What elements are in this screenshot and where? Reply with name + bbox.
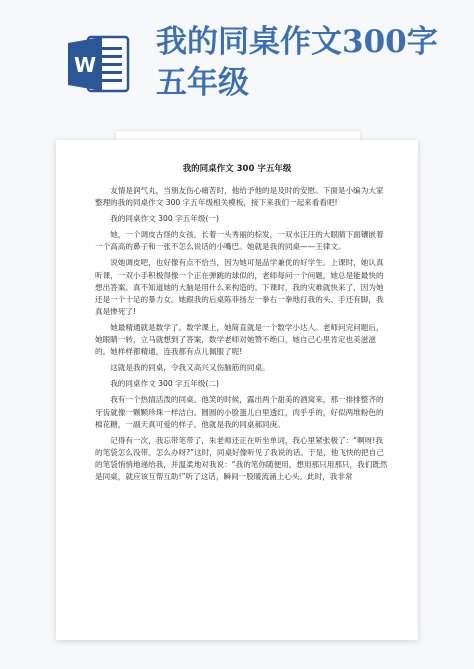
document-body [95, 185, 389, 483]
paragraph: 我有一个热情活泼的同桌。他笑的时候，露出两个甜美的酒窝来，那一排排整齐的牙齿就像一颗颗珍珠一样洁白。圆圆的小脸蛋儿白里透红，肉乎乎的，好似两堆粉色的棉花糖，一副天真可爱的样子。他就是我的同桌郝同庚。 [95, 395, 384, 429]
paragraph: 这就是我的同桌，令我又高兴又伤脑筋的同桌。 [110, 363, 270, 373]
word-document-icon [66, 33, 130, 95]
paragraph: 她最精通就是数学了。数学课上，她简直就是一个数学小达人。老师问完问题后，她眼睛一转，立马就想到了答案，数学老师对她赞不绝口，她自己心里肯定也美滋滋的。她样样都精通，连我都有点儿佩服了呢! [95, 322, 384, 357]
document-title: 我的同桌作文 300 字五年级 [182, 164, 292, 174]
section-heading: 我的同桌作文 300 字五年级(二) [110, 379, 219, 389]
paragraph: 说她调皮吧，也好像有点不恰当，因为她可是品学兼优的好学生。上课时，她认真听课，一双小手积极得像一个正在弹跳的球似的，老师每问一个问题，她总是能最快的想出答案。真不知道她的大脑是用什么来构造的。下课时，我的灾难就快来了，因为她还是一个十足的暴力女。她跟我的后桌陈菲扬左一拳右一拳地打我的头、手还有脚，我真是惨死了! [95, 258, 384, 316]
paragraph: 记得有一次，我忘带笔带了，朱老师还正在听坐单词，我心里紧张极了：“啊呀!我的笔袋怎么没带。怎么办呀?”这时，同桌好像听见了我说的话。于是，他飞快的把自己的笔袋悄悄地递给我，并温柔地对我说：“我的笔你随便用，想用那只用那只，我们既然是同桌，就应该互帮互助!”听了这话，瞬间一股暖流涌上心头。此时，我非常 [95, 435, 388, 481]
document-page [56, 140, 418, 640]
section-heading: 我的同桌作文 300 字五年级(一) [110, 214, 219, 224]
svg-text:W: W [73, 53, 97, 77]
paragraph: 友情是润气丸，当朋友伤心痛苦时，他给予他的是及时的安慰。下面是小编为大家整理的我的同桌作文 300 字五年级相关模板，接下来我们一起来看看吧! [95, 186, 384, 208]
paragraph: 她，一个调皮古怪的女孩，长着一头秀丽的棕发，一双水汪汪的大眼睛下面镶嵌着一个高高的鼻子和一张不怎么说话的小嘴巴。她就是我的同桌——王律文。 [95, 230, 384, 252]
page-title: 我的同桌作文300字五年级 [156, 24, 438, 101]
header-banner [0, 0, 474, 130]
